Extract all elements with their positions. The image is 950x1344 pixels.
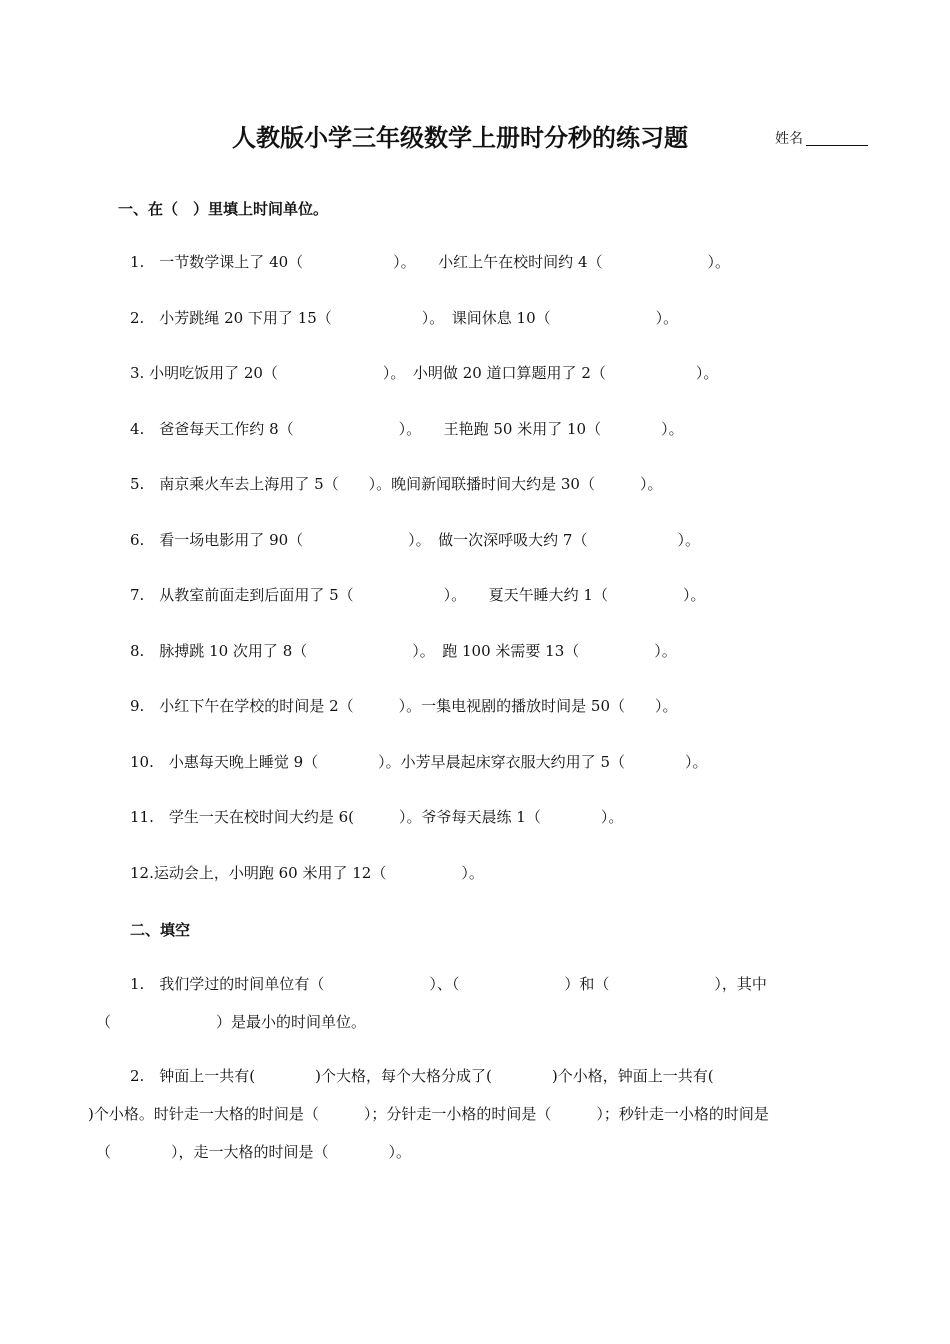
- question-1-1: 1. 一节数学课上了 40（ ）。 小红上午在校时间约 4（ ）。: [130, 253, 730, 271]
- question-2-2-line-3: （ ），走一大格的时间是（ ）。: [96, 1143, 412, 1161]
- question-1-9: 9. 小红下午在学校的时间是 2（ ）。一集电视剧的播放时间是 50（ ）。: [130, 697, 678, 715]
- name-blank-line: [806, 145, 868, 146]
- page-title: 人教版小学三年级数学上册时分秒的练习题: [232, 124, 688, 152]
- section-1-heading: 一、在（ ）里填上时间单位。: [118, 200, 329, 218]
- question-1-3: 3. 小明吃饭用了 20（ ）。 小明做 20 道口算题用了 2（ ）。: [130, 364, 719, 382]
- section-2-heading: 二、填空: [130, 921, 191, 939]
- question-1-4: 4. 爸爸每天工作约 8（ ）。 王艳跑 50 米用了 10（ ）。: [130, 420, 684, 438]
- question-1-11: 11. 学生一天在校时间大约是 6( ）。爷爷每天晨练 1（ ）。: [130, 808, 624, 826]
- question-1-10: 10. 小惠每天晚上睡觉 9（ ）。小芳早晨起床穿衣服大约用了 5（ ）。: [130, 753, 708, 771]
- question-2-2-line-2: )个小格。时针走一大格的时间是（ ）；分针走一小格的时间是（ ）；秒针走一小格的时间是: [88, 1105, 769, 1123]
- question-2-1-line-1: 1. 我们学过的时间单位有（ ）、（ ）和（ ），其中: [130, 975, 767, 993]
- question-1-5: 5. 南京乘火车去上海用了 5（ ）。晚间新闻联播时间大约是 30（ ）。: [130, 475, 663, 493]
- name-label: 姓名: [775, 131, 803, 147]
- question-1-8: 8. 脉搏跳 10 次用了 8（ ）。 跑 100 米需要 13（ ）。: [130, 642, 677, 660]
- question-1-12: 12.运动会上，小明跑 60 米用了 12（ ）。: [130, 864, 484, 882]
- question-1-2: 2. 小芳跳绳 20 下用了 15（ ）。 课间休息 10（ ）。: [130, 309, 679, 327]
- question-2-2-line-1: 2. 钟面上一共有( )个大格，每个大格分成了( )个小格，钟面上一共有(: [130, 1067, 714, 1085]
- question-1-6: 6. 看一场电影用了 90（ ）。 做一次深呼吸大约 7（ ）。: [130, 531, 700, 549]
- question-2-1-line-2: （ ）是最小的时间单位。: [96, 1013, 367, 1031]
- question-1-7: 7. 从教室前面走到后面用了 5（ ）。 夏天午睡大约 1（ ）。: [130, 586, 706, 604]
